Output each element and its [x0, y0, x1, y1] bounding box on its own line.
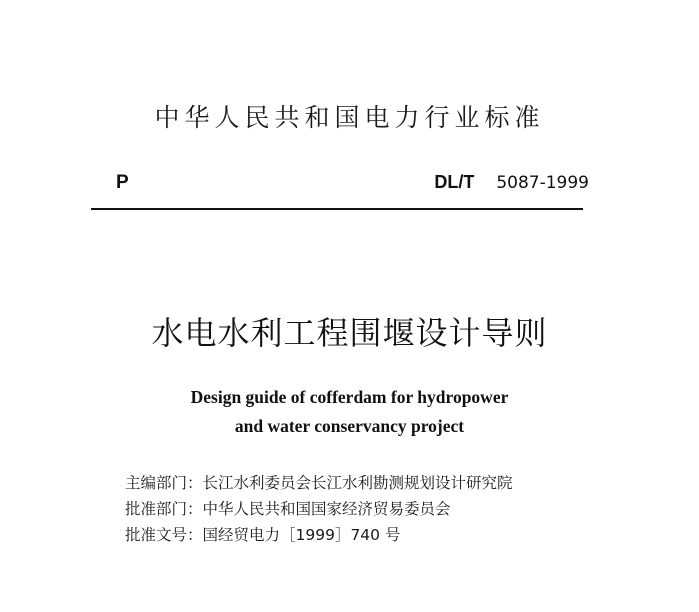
classification-code: P: [116, 172, 129, 193]
editor-department: 主编部门：长江水利委员会长江水利勘测规划设计研究院: [125, 474, 513, 492]
english-title-line-1: Design guide of cofferdam for hydropower: [190, 387, 509, 407]
standard-prefix: DL/T: [434, 172, 475, 192]
document-title: 水电水利工程围堰设计导则: [151, 314, 548, 352]
approving-department: 批准部门：中华人民共和国国家经济贸易委员会: [125, 500, 451, 518]
standard-code: [434, 172, 589, 193]
english-title: [0, 383, 699, 441]
header-title: 中华人民共和国电力行业标准: [154, 103, 545, 132]
header-divider: [91, 208, 583, 210]
publication-info: [125, 470, 513, 548]
standard-number: 5087-1999: [496, 173, 589, 193]
approval-document-number: 批准文号：国经贸电力［1999］740 号: [125, 526, 401, 544]
english-title-line-2: and water conservancy project: [234, 416, 465, 436]
